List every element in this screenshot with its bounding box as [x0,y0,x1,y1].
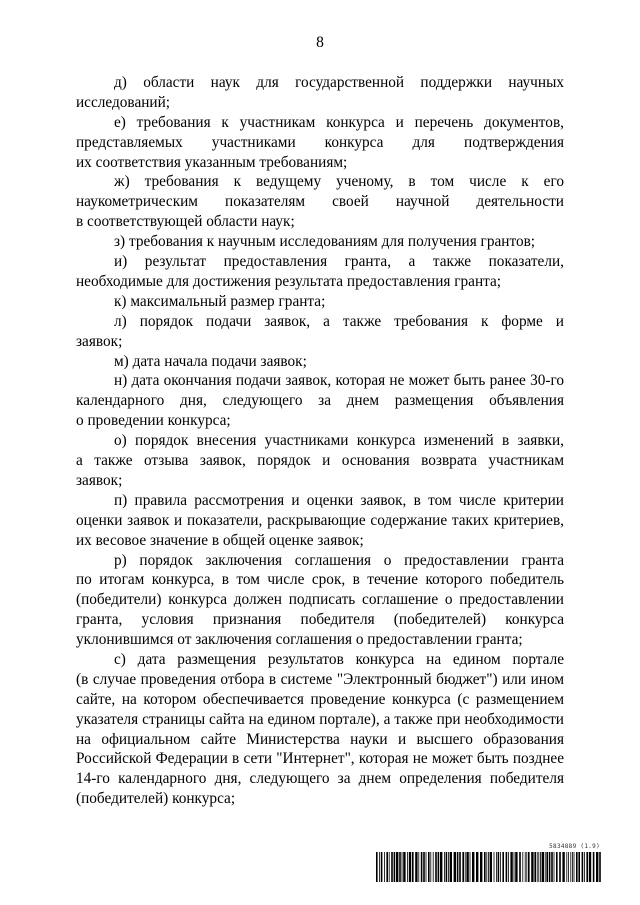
paragraph-line: их весовое значение в общей оценке заявок; [76,531,364,549]
paragraph-line: з) требования к научным исследованиям для получения грантов; [114,233,536,251]
paragraph [76,73,564,113]
paragraph-line: указателя страницы сайта на едином портале), а также при необходимости [76,710,564,728]
paragraph-line: гранта, условия признания победителя (победителей) конкурса [76,611,564,629]
paragraph-line: Российской Федерации в сети "Интернет", которая не может быть позднее [76,750,564,768]
paragraph [76,371,564,431]
paragraph-line: о) порядок внесения участниками конкурса изменений в заявки, [114,432,564,450]
paragraph-line: о проведении конкурса; [76,412,231,430]
paragraph-line: исследований; [76,93,171,111]
paragraph [76,312,564,352]
paragraph [76,292,564,312]
paragraph-line: (в случае проведения отбора в системе "Электронный бюджет") или ином [76,670,564,688]
paragraph-line: ж) требования к ведущему ученому, в том числе к его [114,173,564,191]
paragraph [76,551,564,650]
document-body [76,73,564,809]
paragraph [76,113,564,173]
paragraph-line: к) максимальный размер гранта; [114,292,326,310]
barcode-code-text: 5834889 (1.9) [549,843,600,850]
paragraph-line: е) требования к участникам конкурса и перечень документов, [114,113,564,131]
paragraph-line: заявок; [76,471,123,489]
paragraph-line: п) правила рассмотрения и оценки заявок, в том числе критерии [114,491,564,509]
paragraph-line: а также отзыва заявок, порядок и основания возврата участникам [76,452,564,470]
paragraph-line: (победители) конкурса должен подписать соглашение о предоставлении [76,591,564,609]
paragraph-line: заявок; [76,332,123,350]
paragraph-line: по итогам конкурса, в том числе срок, в течение которого победитель [76,571,564,589]
paragraph [76,172,564,232]
paragraph [76,650,564,809]
paragraph-line: их соответствия указанным требованиям; [76,153,348,171]
paragraph-line: 14-го календарного дня, следующего за днем определения победителя [76,770,564,788]
paragraph-line: уклонившимся от заключения соглашения о предоставлении гранта; [76,631,523,649]
paragraph-line: н) дата окончания подачи заявок, которая не может быть ранее 30-го [114,372,564,390]
paragraph [76,352,564,372]
paragraph [76,431,564,491]
paragraph-line: м) дата начала подачи заявок; [114,352,307,370]
page-number: 8 [316,34,324,51]
paragraph-line: на официальном сайте Министерства науки и высшего образования [76,730,564,748]
paragraph-line: с) дата размещения результатов конкурса на едином портале [114,651,564,669]
paragraph-line: необходимые для достижения результата предоставления гранта; [76,272,502,290]
barcode-icon [376,852,604,882]
paragraph-line: календарного дня, следующего за днем размещения объявления [76,392,564,410]
paragraph-line: р) порядок заключения соглашения о предоставлении гранта [114,551,564,569]
paragraph-line: наукометрическим показателям своей научной деятельности [76,193,564,211]
paragraph [76,491,564,551]
paragraph-line: оценки заявок и показатели, раскрывающие содержание таких критериев, [76,511,564,529]
paragraph-line: представляемых участниками конкурса для подтверждения [76,133,564,151]
paragraph [76,232,564,252]
paragraph-line: в соответствующей области наук; [76,213,295,231]
paragraph-line: сайте, на котором обеспечивается проведение конкурса (с размещением [76,690,564,708]
paragraph-line: и) результат предоставления гранта, а также показатели, [114,253,564,271]
paragraph-line: (победителей) конкурса; [76,790,236,808]
paragraph-line: д) области наук для государственной поддержки научных [114,74,564,91]
paragraph-line: л) порядок подачи заявок, а также требования к форме и [114,312,564,330]
paragraph [76,252,564,292]
barcode-block [376,843,604,891]
